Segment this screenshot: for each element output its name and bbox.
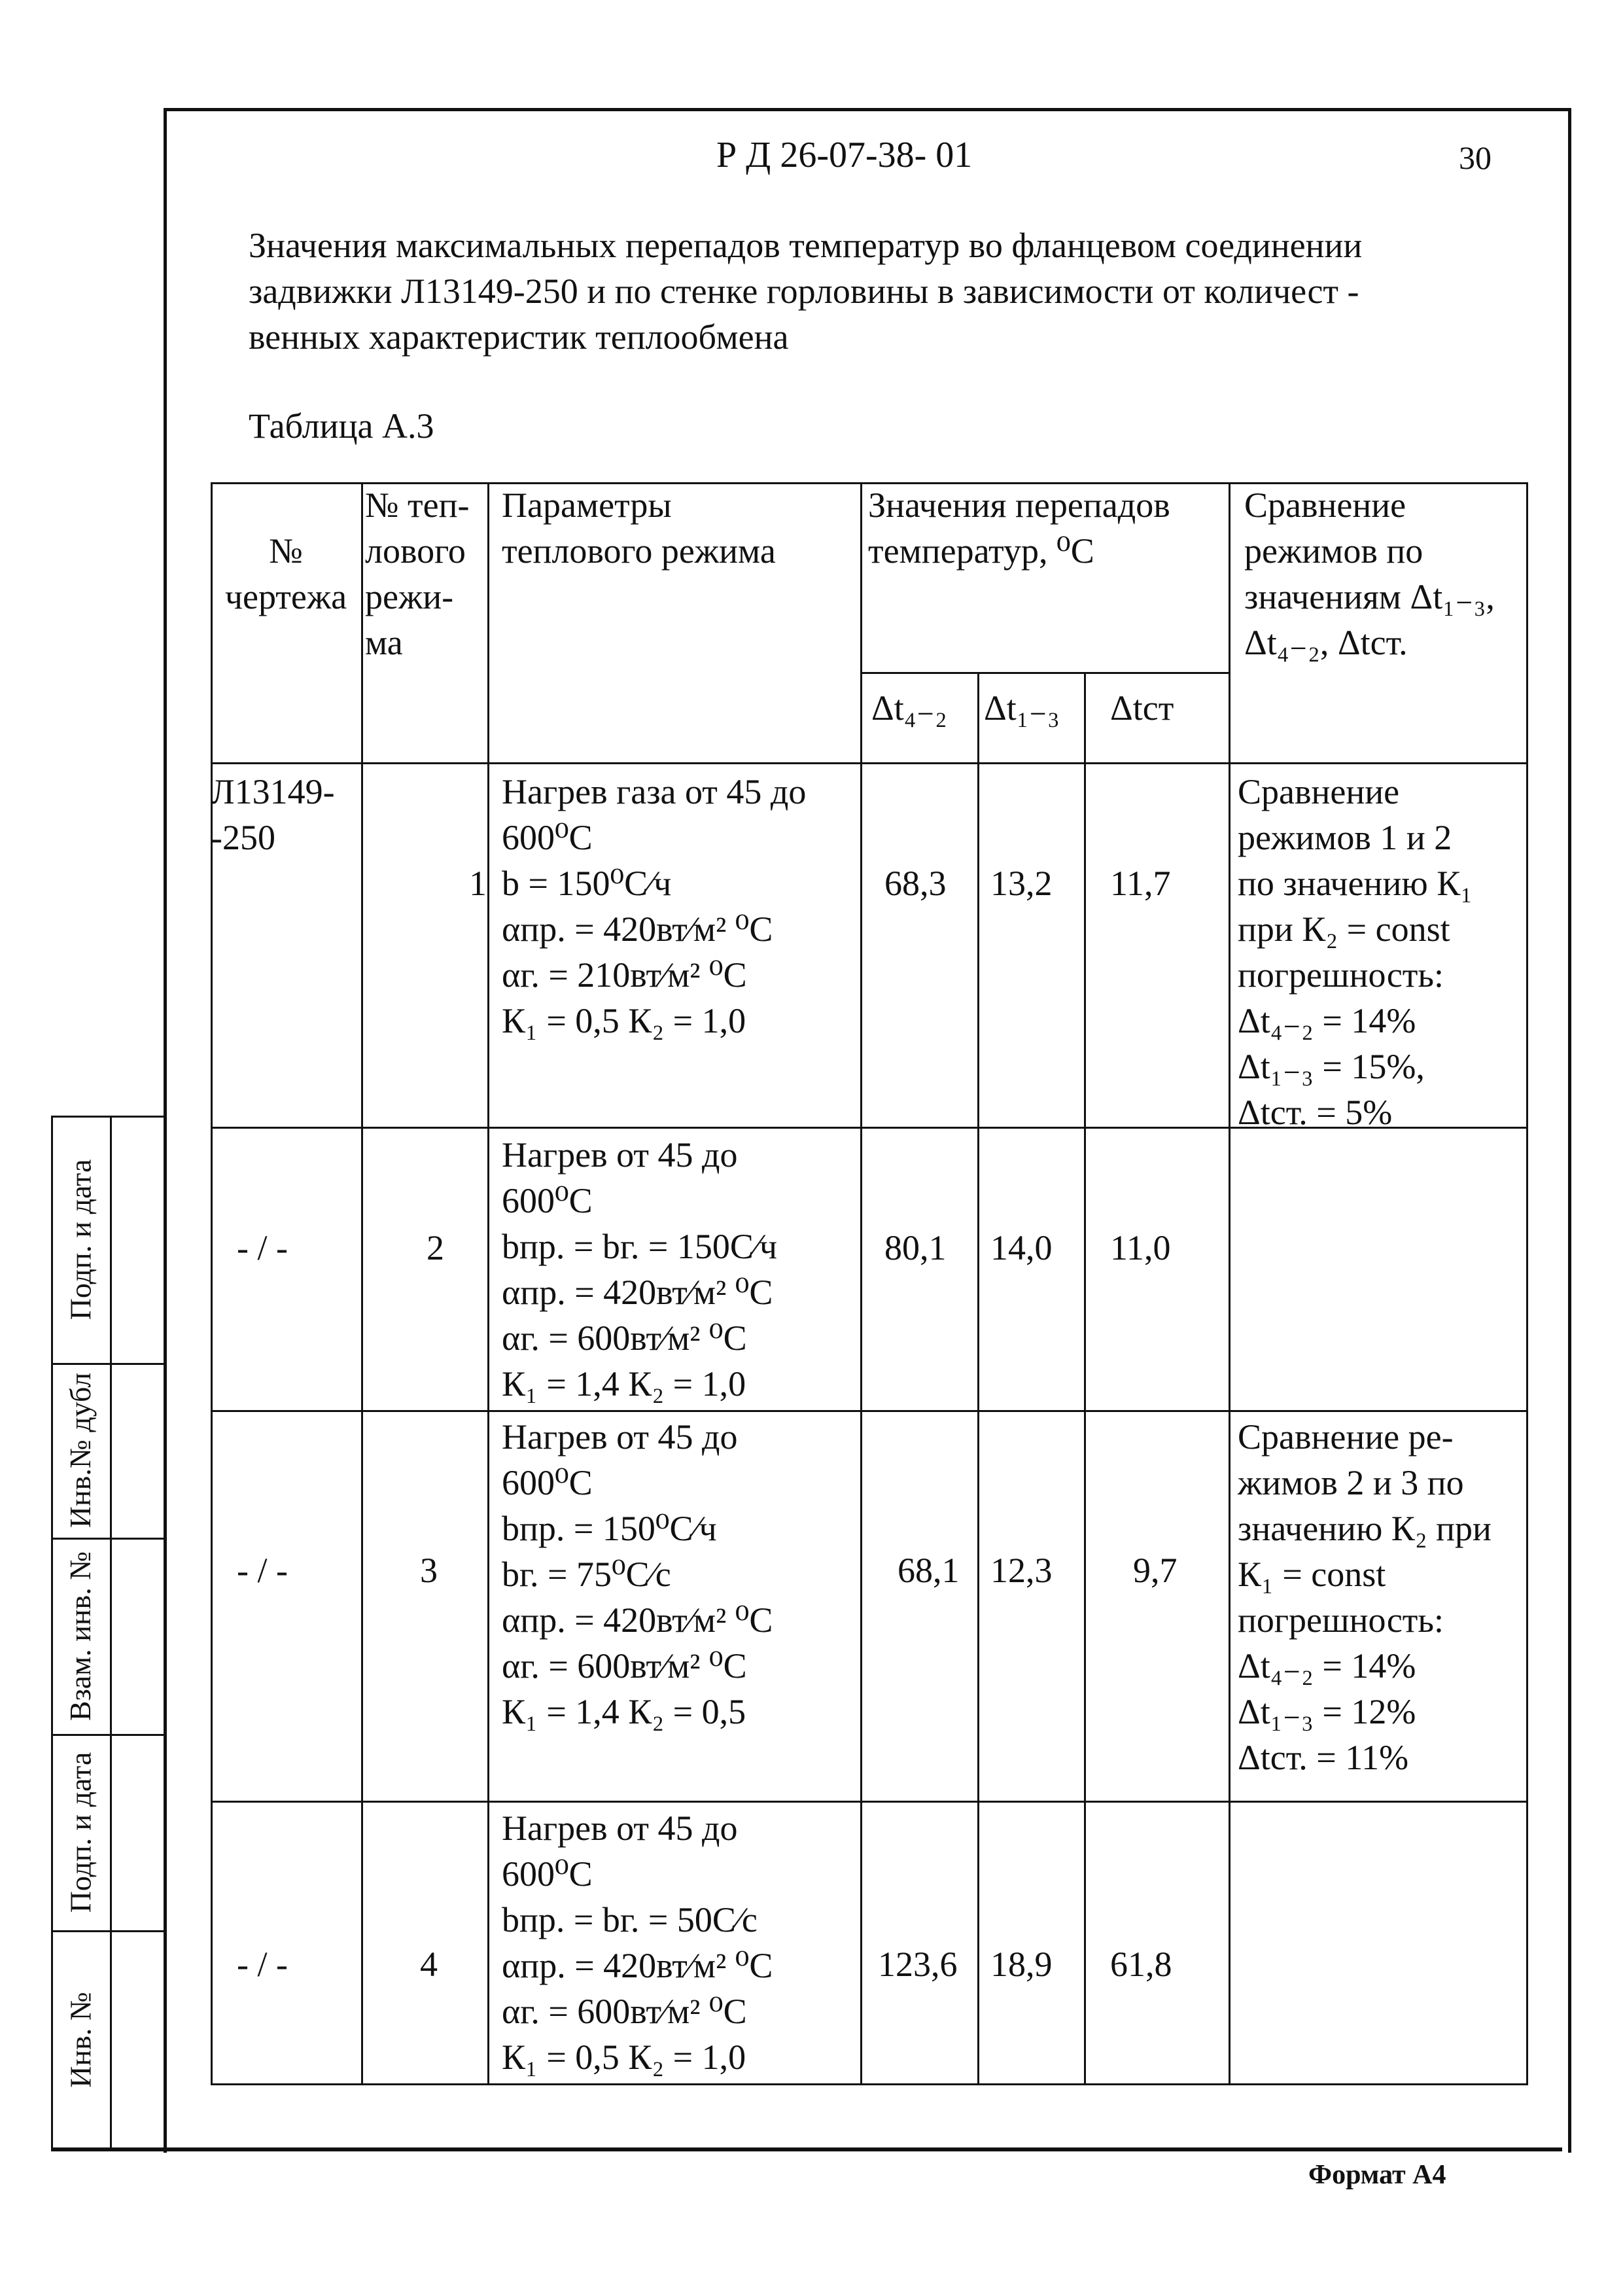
column-divider bbox=[1084, 672, 1086, 2085]
header-text: № теп- bbox=[365, 486, 470, 525]
header-text: Параметры bbox=[502, 486, 672, 525]
stamp-block bbox=[51, 1116, 164, 2149]
row3-comparison bbox=[1238, 1414, 1492, 1780]
cell-text: αпр. = 420вт⁄м² ⁰С bbox=[502, 910, 773, 949]
row1-mode: 1 bbox=[469, 864, 487, 903]
cell-text: Δt₄₋₂ = 14% bbox=[1238, 1001, 1416, 1040]
cell-text: αг. = 600вт⁄м² ⁰С bbox=[502, 1646, 747, 1686]
header-text: ма bbox=[365, 623, 403, 662]
document-code: Р Д 26-07-38- 01 bbox=[716, 135, 973, 175]
stamp-label-text: Подп. и дата bbox=[63, 1752, 97, 1913]
stamp-label-text: Подп. и дата bbox=[63, 1159, 97, 1320]
format-label: Формат А4 bbox=[1308, 2160, 1446, 2190]
cell-text: Сравнение ре- bbox=[1238, 1417, 1454, 1457]
cell-text: αг. = 600вт⁄м² ⁰С bbox=[502, 1992, 747, 2031]
row4-mode: 4 bbox=[420, 1945, 438, 1984]
stamp-label-text: Инв. № bbox=[63, 1992, 97, 2088]
stamp-line bbox=[51, 1116, 53, 2149]
cell-text: 600⁰С bbox=[502, 1181, 593, 1220]
cell-text: Δt₁₋₃ = 15%, bbox=[1238, 1047, 1425, 1086]
stamp-label-text: Инв.№ дубл bbox=[63, 1372, 97, 1528]
subheader-dtst: Δtст bbox=[1110, 688, 1174, 728]
header-text: чертежа bbox=[224, 577, 347, 616]
stamp-label bbox=[61, 1538, 100, 1734]
header-text: температур, ⁰С bbox=[868, 531, 1094, 571]
header-drawing bbox=[211, 528, 361, 620]
row3-dt13: 12,3 bbox=[990, 1551, 1053, 1590]
cell-text: αпр. = 420вт⁄м² ⁰С bbox=[502, 1273, 773, 1312]
row3-drawing: - / - bbox=[237, 1551, 288, 1590]
row2-dt13: 14,0 bbox=[990, 1228, 1053, 1267]
subheader-dt13: Δt₁₋₃ bbox=[984, 688, 1060, 728]
cell-text: погрешность: bbox=[1238, 955, 1444, 995]
header-comparison bbox=[1244, 482, 1495, 665]
cell-text: Нагрев от 45 до bbox=[502, 1135, 738, 1174]
cell-text: жимов 2 и 3 по bbox=[1238, 1463, 1464, 1502]
header-text: № bbox=[269, 531, 303, 571]
stamp-label bbox=[61, 1734, 100, 1930]
cell-text: Сравнение bbox=[1238, 772, 1400, 811]
cell-text: Л13149- bbox=[211, 772, 335, 811]
cell-text: bг. = 75⁰С⁄с bbox=[502, 1555, 671, 1594]
header-text: Значения перепадов bbox=[868, 486, 1170, 525]
cell-text: Нагрев от 45 до bbox=[502, 1417, 738, 1457]
cell-text: К₁ = 0,5 К₂ = 1,0 bbox=[502, 1001, 746, 1040]
stamp-label bbox=[61, 1116, 100, 1363]
row2-dt42: 80,1 bbox=[884, 1228, 947, 1267]
table-label: Таблица А.3 bbox=[249, 406, 434, 446]
header-text: теплового режима bbox=[502, 531, 776, 571]
header-text: режимов по bbox=[1244, 531, 1423, 571]
column-divider bbox=[860, 482, 862, 2085]
column-divider bbox=[977, 672, 979, 2085]
row4-params bbox=[502, 1805, 773, 2080]
cell-text: b = 150⁰С⁄ч bbox=[502, 864, 672, 903]
title-line: Значения максимальных перепадов температур во фланцевом соединении bbox=[249, 226, 1363, 265]
cell-text: К₁ = 1,4 К₂ = 0,5 bbox=[502, 1692, 746, 1731]
row3-dt42: 68,1 bbox=[898, 1551, 960, 1590]
row4-drawing: - / - bbox=[237, 1945, 288, 1984]
table-header-bottom bbox=[211, 762, 1528, 764]
row4-dtst: 61,8 bbox=[1110, 1945, 1172, 1984]
header-text: режи- bbox=[365, 577, 454, 616]
stamp-label bbox=[61, 1930, 100, 2149]
cell-text: 600⁰С bbox=[502, 1463, 593, 1502]
cell-text: αг. = 210вт⁄м² ⁰С bbox=[502, 955, 747, 995]
column-divider bbox=[1229, 482, 1230, 2085]
cell-text: -250 bbox=[211, 818, 275, 857]
table-border-bottom bbox=[211, 2083, 1528, 2085]
table-subheader-line bbox=[860, 672, 1229, 674]
cell-text: αпр. = 420вт⁄м² ⁰С bbox=[502, 1600, 773, 1640]
row2-drawing: - / - bbox=[237, 1228, 288, 1267]
row4-dt42: 123,6 bbox=[878, 1945, 958, 1984]
row1-params bbox=[502, 769, 806, 1044]
title-line: венных характеристик теплообмена bbox=[249, 317, 789, 357]
cell-text: Нагрев газа от 45 до bbox=[502, 772, 807, 811]
cell-text: 600⁰С bbox=[502, 818, 593, 857]
header-text: значениям Δt₁₋₃, bbox=[1244, 577, 1495, 616]
column-divider bbox=[361, 482, 363, 2085]
page-number: 30 bbox=[1459, 139, 1492, 176]
cell-text: 600⁰С bbox=[502, 1854, 593, 1894]
cell-text: Δtст. = 5% bbox=[1238, 1093, 1393, 1132]
cell-text: погрешность: bbox=[1238, 1600, 1444, 1640]
table-border-left bbox=[211, 482, 213, 2085]
data-table bbox=[211, 482, 1528, 2085]
row3-params bbox=[502, 1414, 773, 1735]
header-text: лового bbox=[365, 531, 466, 571]
row1-dt42: 68,3 bbox=[884, 864, 947, 903]
row3-mode: 3 bbox=[420, 1551, 438, 1590]
stamp-line bbox=[110, 1116, 112, 2149]
header-text: Δt₄₋₂, Δtст. bbox=[1244, 623, 1408, 662]
row2-dtst: 11,0 bbox=[1110, 1228, 1171, 1267]
table-border-right bbox=[1526, 482, 1528, 2085]
cell-text: при К₂ = const bbox=[1238, 910, 1450, 949]
row2-params bbox=[502, 1132, 777, 1407]
cell-text: К₁ = const bbox=[1238, 1555, 1386, 1594]
row1-drawing bbox=[211, 769, 335, 860]
cell-text: αг. = 600вт⁄м² ⁰С bbox=[502, 1318, 747, 1358]
cell-text: Δtст. = 11% bbox=[1238, 1738, 1409, 1777]
cell-text: bпр. = 150⁰С⁄ч bbox=[502, 1509, 717, 1548]
cell-text: Δt₁₋₃ = 12% bbox=[1238, 1692, 1416, 1731]
row-divider bbox=[211, 1801, 1528, 1803]
title-line: задвижки Л13149-250 и по стенке горловины в зависимости от количест - bbox=[249, 272, 1359, 311]
header-mode bbox=[365, 482, 469, 665]
header-params bbox=[502, 482, 776, 574]
cell-text: Нагрев от 45 до bbox=[502, 1809, 738, 1848]
row2-mode: 2 bbox=[427, 1228, 444, 1267]
cell-text: bпр. = bг. = 150С⁄ч bbox=[502, 1227, 778, 1266]
cell-text: режимов 1 и 2 bbox=[1238, 818, 1452, 857]
stamp-label bbox=[61, 1363, 100, 1538]
column-divider bbox=[487, 482, 489, 2085]
cell-text: αпр. = 420вт⁄м² ⁰С bbox=[502, 1946, 773, 1985]
row1-dtst: 11,7 bbox=[1110, 864, 1171, 903]
row3-dtst: 9,7 bbox=[1133, 1551, 1178, 1590]
cell-text: К₁ = 0,5 К₂ = 1,0 bbox=[502, 2038, 746, 2077]
page-title bbox=[249, 222, 1524, 360]
cell-text: по значению К₁ bbox=[1238, 864, 1473, 903]
cell-text: bпр. = bг. = 50С⁄с bbox=[502, 1900, 758, 1939]
subheader-dt42: Δt₄₋₂ bbox=[871, 688, 947, 728]
cell-text: Δt₄₋₂ = 14% bbox=[1238, 1646, 1416, 1686]
cell-text: К₁ = 1,4 К₂ = 1,0 bbox=[502, 1364, 746, 1404]
cell-text: значению К₂ при bbox=[1238, 1509, 1492, 1548]
row4-dt13: 18,9 bbox=[990, 1945, 1053, 1984]
header-temp-drops bbox=[868, 482, 1170, 574]
bottom-rule bbox=[51, 2147, 1562, 2151]
row-divider bbox=[211, 1410, 1528, 1412]
row1-comparison bbox=[1238, 769, 1473, 1135]
row1-dt13: 13,2 bbox=[990, 864, 1053, 903]
stamp-label-text: Взам. инв. № bbox=[63, 1551, 97, 1721]
header-text: Сравнение bbox=[1244, 486, 1406, 525]
